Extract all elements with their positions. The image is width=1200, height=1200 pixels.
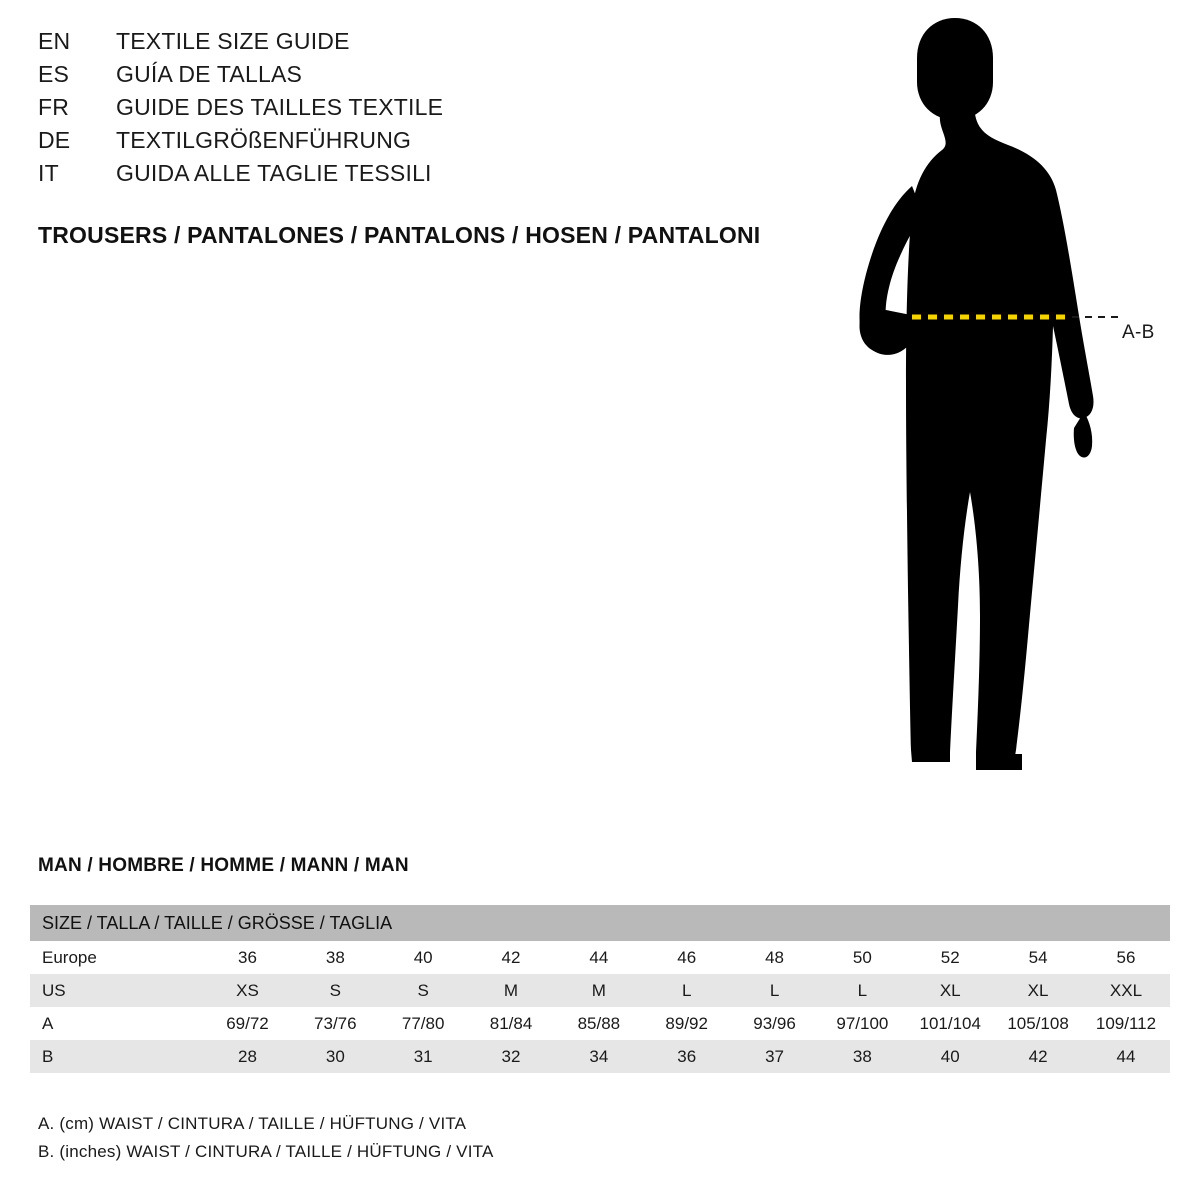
- language-code: ES: [38, 61, 70, 87]
- cell: L: [681, 980, 692, 1000]
- cell: 40: [940, 1046, 960, 1066]
- table-row: [30, 941, 1170, 974]
- row-label: B: [42, 1046, 54, 1066]
- language-row: [38, 61, 798, 94]
- table-row: [30, 1040, 1170, 1073]
- cell: 42: [1028, 1046, 1048, 1066]
- row-label: US: [42, 980, 66, 1000]
- cell: 32: [501, 1046, 521, 1066]
- cell: 46: [677, 947, 697, 967]
- cell: M: [591, 980, 606, 1000]
- size-table: [30, 905, 1170, 1073]
- cell: 97/100: [836, 1013, 889, 1033]
- cell: 36: [238, 947, 257, 967]
- cell: 34: [589, 1046, 609, 1066]
- cell: 56: [1116, 947, 1136, 967]
- language-code: EN: [38, 28, 71, 54]
- footnote-a: A. (cm) WAIST / CINTURA / TAILLE / HÜFTUNG / VITA: [38, 1114, 467, 1133]
- cell: 38: [325, 947, 345, 967]
- cell: 54: [1028, 947, 1048, 967]
- cell: 36: [677, 1046, 697, 1066]
- language-code: FR: [38, 94, 70, 120]
- cell: XL: [939, 980, 961, 1000]
- cell: L: [857, 980, 868, 1000]
- language-title: GUIDE DES TAILLES TEXTILE: [116, 94, 444, 120]
- language-title: TEXTILGRÖßENFÜHRUNG: [116, 127, 412, 153]
- cell: 109/112: [1095, 1013, 1157, 1033]
- language-row: [38, 127, 798, 160]
- garment-type-title: TROUSERS / PANTALONES / PANTALONS / HOSEN / PANTALONI: [38, 222, 761, 248]
- row-label: A: [42, 1013, 54, 1033]
- table-caption-man: MAN / HOMBRE / HOMME / MANN / MAN: [38, 855, 409, 876]
- footnote-b: B. (inches) WAIST / CINTURA / TAILLE / HÜFTUNG / VITA: [38, 1142, 494, 1161]
- cell: 101/104: [919, 1013, 981, 1033]
- cell: S: [417, 980, 429, 1000]
- silhouette-figure: [800, 10, 1200, 810]
- cell: 30: [325, 1046, 345, 1066]
- cell: XS: [236, 980, 259, 1000]
- cell: 81/84: [489, 1013, 533, 1033]
- language-title: GUÍA DE TALLAS: [116, 61, 303, 87]
- cell: 77/80: [401, 1013, 445, 1033]
- language-row: [38, 160, 798, 193]
- cell: 44: [589, 947, 609, 967]
- language-title: TEXTILE SIZE GUIDE: [116, 28, 350, 54]
- cell: 37: [765, 1046, 784, 1066]
- footnotes: [38, 1110, 938, 1166]
- cell: 48: [765, 947, 784, 967]
- cell: XL: [1027, 980, 1049, 1000]
- language-code: IT: [38, 160, 59, 186]
- language-title: GUIDA ALLE TAGLIE TESSILI: [116, 160, 432, 186]
- cell: 105/108: [1007, 1013, 1069, 1033]
- cell: 44: [1116, 1046, 1136, 1066]
- row-label: Europe: [42, 947, 97, 967]
- cell: 85/88: [577, 1013, 621, 1033]
- table-header-row: [30, 905, 1170, 941]
- cell: 31: [413, 1046, 433, 1066]
- cell: 50: [852, 947, 872, 967]
- cell: 93/96: [753, 1013, 796, 1033]
- cell: 28: [238, 1046, 257, 1066]
- language-code: DE: [38, 127, 71, 153]
- cell: 52: [940, 947, 960, 967]
- measure-label-ab: A-B: [1122, 322, 1155, 343]
- table-row: [30, 1007, 1170, 1040]
- cell: M: [503, 980, 519, 1000]
- cell: 89/92: [665, 1013, 708, 1033]
- man-silhouette-icon: [800, 10, 1200, 810]
- cell: XXL: [1109, 980, 1143, 1000]
- cell: 40: [413, 947, 433, 967]
- cell: 69/72: [226, 1013, 269, 1033]
- table-row: [30, 974, 1170, 1007]
- language-row: [38, 28, 798, 61]
- language-row: [38, 94, 798, 127]
- language-list: [38, 28, 798, 193]
- cell: 38: [852, 1046, 872, 1066]
- cell: 73/76: [314, 1013, 357, 1033]
- cell: S: [329, 980, 341, 1000]
- cell: L: [769, 980, 780, 1000]
- cell: 42: [501, 947, 521, 967]
- table-header-label: SIZE / TALLA / TAILLE / GRÖSSE / TAGLIA: [42, 912, 393, 933]
